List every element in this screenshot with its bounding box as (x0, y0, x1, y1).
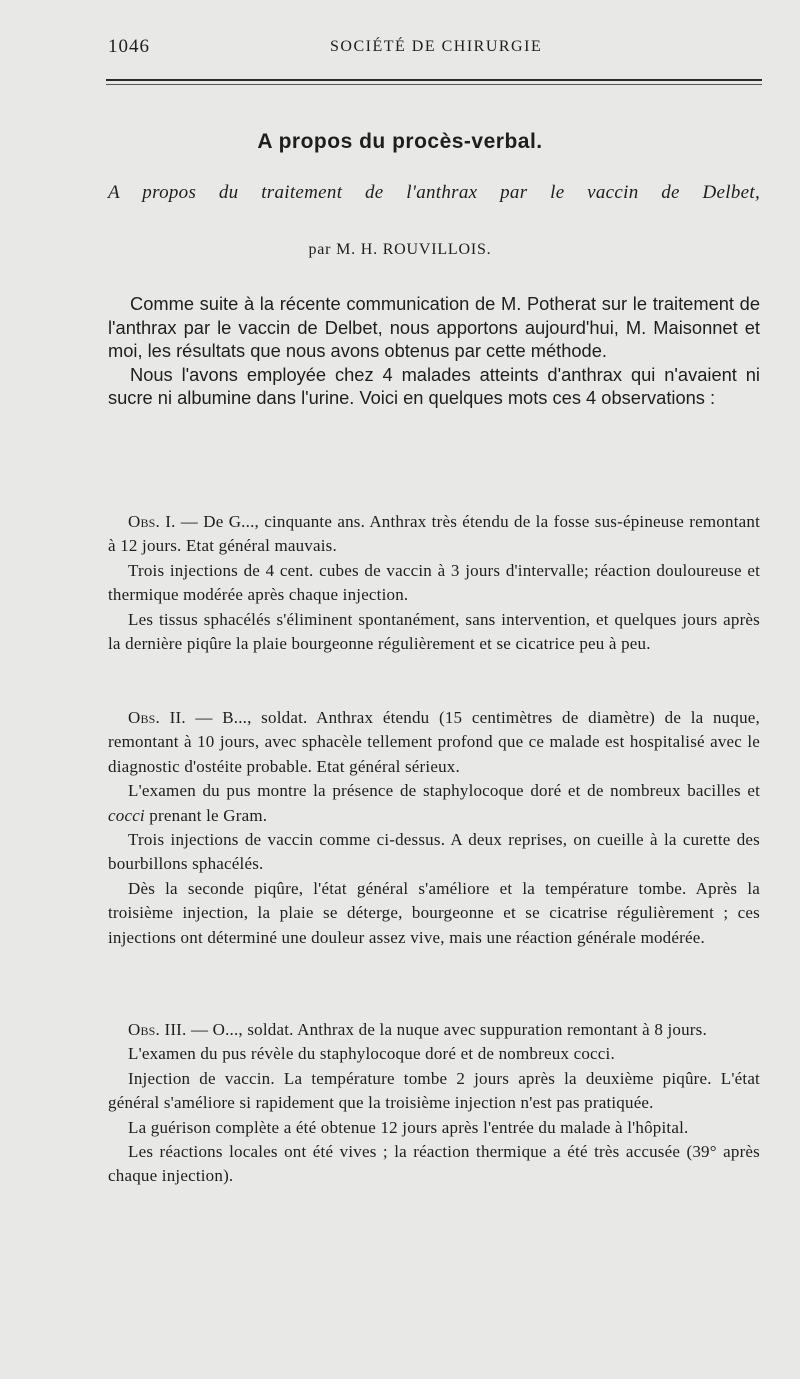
observation-lead (108, 706, 760, 779)
page-number: 1046 (108, 36, 150, 57)
header-rule-thin (106, 84, 762, 85)
observation-lead-text: — B..., soldat. Anthrax étendu (15 centimètres de diamètre) de la nuque, remontant à 10 jours, avec sphacèle tellement profond que ce malade est hospitalisé avec le diagnostic d'ostéite probable. Etat général sérieux. (108, 708, 760, 776)
observation-paragraph: L'examen du pus révèle du staphylocoque doré et de nombreux cocci. (128, 1044, 615, 1064)
observation-paragraph: Injection de vaccin. La température tombe 2 jours après la deuxième piqûre. L'état général s'améliore si rapidement que la troisième injection n'est pas pratiquée. (108, 1068, 760, 1113)
paragraph-text: L'examen du pus montre la présence de staphylocoque doré et de nombreux bacilles et (128, 781, 760, 801)
article-subtitle: A propos du traitement de l'anthrax par le vaccin de Delbet, (108, 182, 760, 203)
paragraph-text: prenant le Gram. (144, 805, 268, 825)
intro-paragraph: Comme suite à la récente communication de M. Potherat sur le traitement de l'anthrax par le vaccin de Delbet, nous apportons aujourd'hui, M. Maisonnet et moi, les résultats que nous avons obtenus par cette méthode. (108, 293, 760, 362)
observation-lead (108, 510, 760, 559)
observation-lead-text: — O..., soldat. Anthrax de la nuque avec suppuration remontant à 8 jours. (186, 1020, 707, 1039)
observation-paragraph: Trois injections de 4 cent. cubes de vaccin à 3 jours d'intervalle; réaction douloureuse et thermique modérée après chaque injection. (108, 560, 760, 605)
running-title: SOCIÉTÉ DE CHIRURGIE (330, 38, 543, 55)
intro-text (108, 292, 760, 410)
intro-paragraph: Nous l'avons employée chez 4 malades atteints d'anthrax qui n'avaient ni sucre ni albumine dans l'urine. Voici en quelques mots ces 4 observations : (108, 363, 760, 409)
observation-paragraph: Les tissus sphacélés s'éliminent spontanément, sans intervention, et quelques jours après la dernière piqûre la plaie bourgeonne régulièrement et se cicatrice peu à peu. (108, 609, 760, 654)
italic-term: cocci (108, 805, 145, 825)
article-title: A propos du procès-verbal. (257, 130, 543, 153)
observation-lead (108, 1018, 760, 1042)
observation-lead-text: — De G..., cinquante ans. Anthrax très étendu de la fosse sus-épineuse remontant à 12 jours. Etat général mauvais. (108, 512, 760, 556)
observation-paragraph: Les réactions locales ont été vives ; la réaction thermique a été très accusée (39° après chaque injection). (108, 1142, 760, 1186)
article-author: par M. H. ROUVILLOIS. (308, 241, 492, 258)
observation-label: Obs. I. (128, 512, 176, 531)
observation-3 (108, 1018, 760, 1189)
observation-label: Obs. III. (128, 1020, 187, 1039)
header-rule (106, 79, 762, 81)
observation-paragraph: Dès la seconde piqûre, l'état général s'améliore et la température tombe. Après la troisième injection, la plaie se déterge, bourgeonne et se cicatrise régulièrement ; ces injections ont déterminé une douleur assez vive, mais une réaction générale modérée. (108, 878, 760, 947)
observation-label: Obs. II. (128, 708, 186, 727)
observation-paragraph: Trois injections de vaccin comme ci-dessus. A deux reprises, on cueille à la curette des bourbillons sphacélés. (108, 830, 760, 874)
observation-1 (108, 510, 760, 656)
observation-2 (108, 706, 760, 950)
observation-paragraph: La guérison complète a été obtenue 12 jours après l'entrée du malade à l'hôpital. (128, 1117, 689, 1137)
observation-paragraph (108, 779, 760, 828)
